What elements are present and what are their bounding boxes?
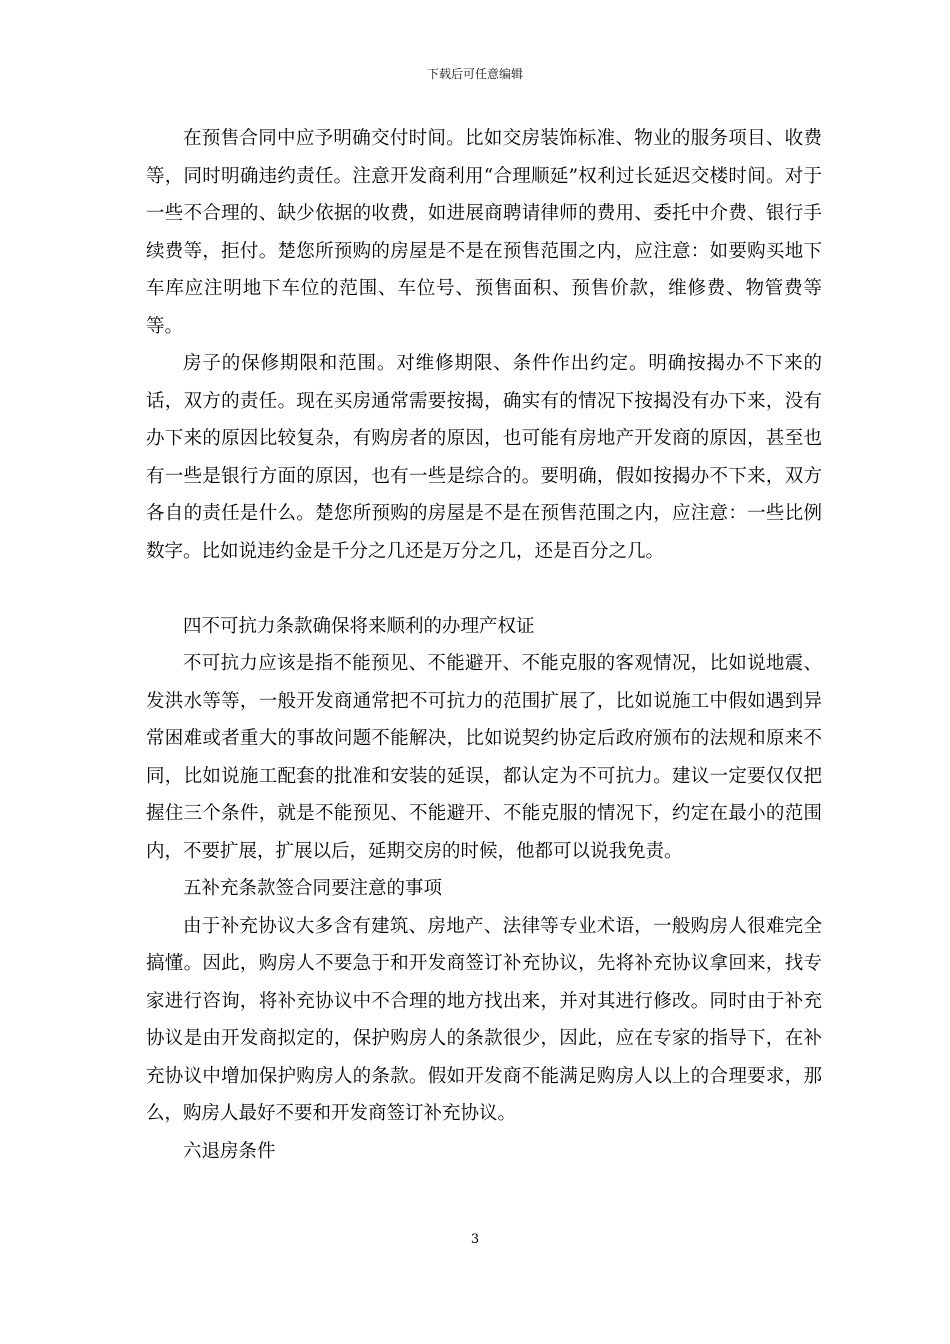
- paragraph-supplementary: 由于补充协议大多含有建筑、房地产、法律等专业术语，一般购房人很难完全搞懂。因此，购房人不要急于和开发商签订补充协议，先将补充协议拿回来，找专家进行咨询，将补充协议中不合理的地方找出来，并对其进行修改。同时由于补充协议是由开发商拟定的，保护购房人的条款很少，因此，应在专家的指导下，在补充协议中增加保护购房人的条款。假如开发商不能满足购房人以上的合理要求，那么，购房人最好不要和开发商签订补充协议。: [146, 915, 822, 1124]
- paragraph-gap: [146, 570, 822, 608]
- paragraph-warranty-mortgage: 房子的保修期限和范围。对维修期限、条件作出约定。明确按揭办不下来的话，双方的责任。现在买房通常需要按揭，确实有的情况下按揭没有办下来，没有办下来的原因比较复杂，有购房者的原因，也可能有房地产开发商的原因，甚至也有一些是银行方面的原因，也有一些是综合的。要明确，假如按揭办不下来，双方各自的责任是什么。楚您所预购的房屋是不是在预售范围之内，应注意：一些比例数字。比如说违约金是千分之几还是万分之几，还是百分之几。: [146, 353, 822, 562]
- paragraph-delivery-time: 在预售合同中应予明确交付时间。比如交房装饰标准、物业的服务项目、收费等，同时明确违约责任。注意开发商利用“合理顺延”权利过长延迟交楼时间。对于一些不合理的、缺少依据的收费，如进展商聘请律师的费用、委托中介费、银行手续费等，拒付。楚您所预购的房屋是不是在预售范围之内，应注意：如要购买地下车库应注明地下车位的范围、车位号、预售面积、预售价款，维修费、物管费等等。: [146, 128, 822, 337]
- page-number: 3: [470, 1232, 480, 1247]
- section-heading-force-majeure: 四不可抗力条款确保将来顺利的办理产权证: [183, 615, 535, 637]
- paragraph-force-majeure: 不可抗力应该是指不能预见、不能避开、不能克服的客观情况，比如说地震、发洪水等等，一般开发商通常把不可抗力的范围扩展了，比如说施工中假如遇到异常困难或者重大的事故问题不能解决，比如说契约协定后政府颁布的法规和原来不同，比如说施工配套的批准和安装的延误，都认定为不可抗力。建议一定要仅仅把握住三个条件，就是不能预见、不能避开、不能克服的情况下，约定在最小的范围内，不要扩展，扩展以后，延期交房的时候，他都可以说我免责。: [146, 653, 822, 862]
- section-heading-return-conditions: 六退房条件: [183, 1140, 276, 1162]
- section-heading-supplementary: 五补充条款签合同要注意的事项: [183, 878, 443, 899]
- page-header-note: 下载后可任意编辑: [426, 67, 523, 81]
- document-body: [146, 120, 822, 1170]
